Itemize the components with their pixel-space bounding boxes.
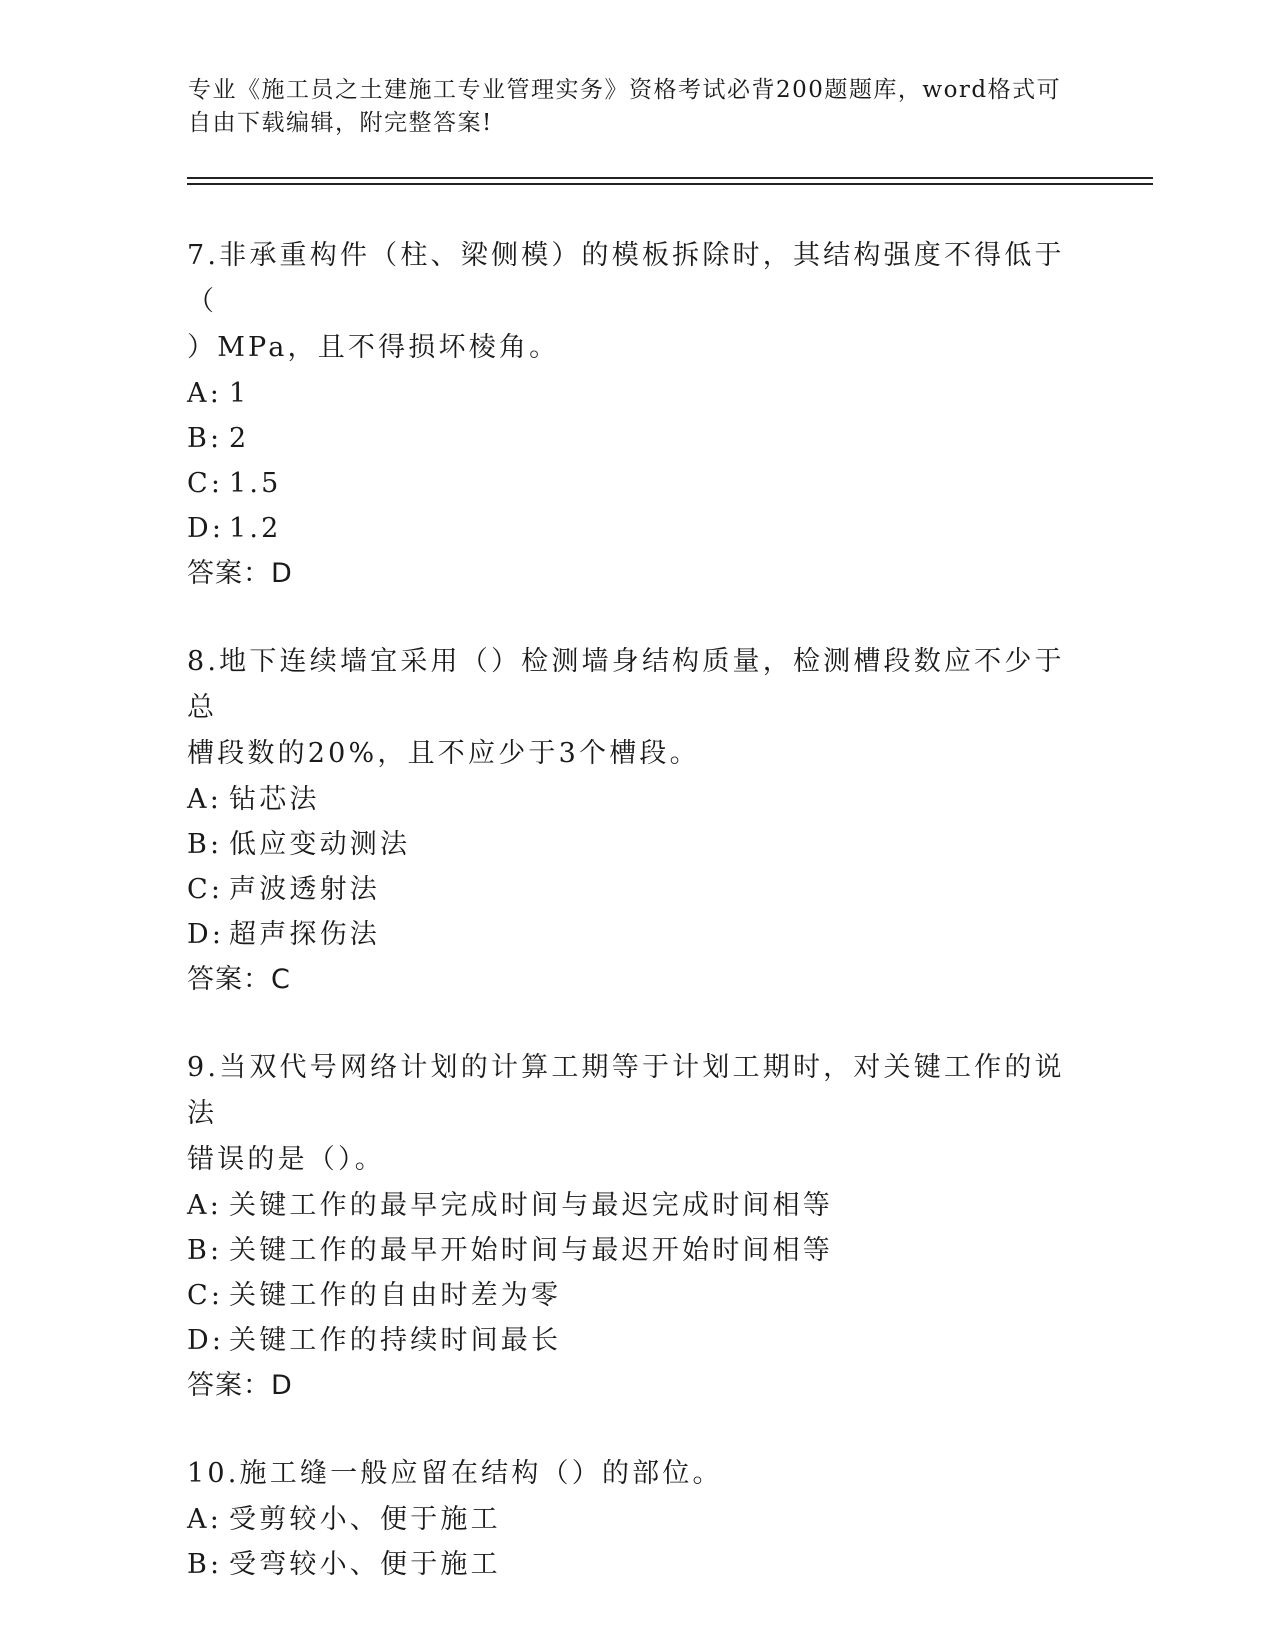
- question-line-1: 8.地下连续墙宜采用（）检测墙身结构质量，检测槽段数应不少于总: [187, 646, 1065, 723]
- option-d: [187, 506, 1087, 551]
- option-text: 受弯较小、便于施工: [229, 1549, 501, 1580]
- option-text: 1.5: [229, 468, 282, 499]
- option-key: D:: [187, 513, 225, 544]
- option-b: [187, 1542, 1087, 1587]
- option-key: A:: [187, 1504, 222, 1535]
- option-key: A:: [187, 1190, 222, 1221]
- option-text: 钻芯法: [229, 784, 320, 815]
- option-text: 声波透射法: [229, 874, 380, 905]
- header-divider-top: [187, 177, 1153, 179]
- question-line-2: ）MPa，且不得损坏棱角。: [187, 332, 560, 363]
- option-key: C:: [187, 874, 224, 905]
- option-d: [187, 1318, 1087, 1363]
- option-a: [187, 777, 1087, 822]
- question-line-2: 错误的是（）。: [187, 1144, 385, 1175]
- document-header: [188, 74, 1078, 140]
- option-b: [187, 822, 1087, 867]
- header-line-2: 自由下载编辑，附完整答案!: [188, 110, 493, 136]
- header-divider-bottom: [187, 183, 1153, 185]
- option-text: 1.2: [229, 513, 282, 544]
- question-7: [187, 233, 1087, 597]
- option-key: C:: [187, 1280, 224, 1311]
- answer-label: 答案：C: [187, 964, 291, 995]
- option-a: [187, 1497, 1087, 1542]
- question-text: [187, 233, 1087, 371]
- option-text: 关键工作的持续时间最长: [229, 1325, 562, 1356]
- option-text: 超声探伤法: [229, 919, 380, 950]
- question-line-1: 7.非承重构件（柱、梁侧模）的模板拆除时，其结构强度不得低于（: [187, 240, 1065, 317]
- question-line-1: 9.当双代号网络计划的计算工期等于计划工期时，对关键工作的说法: [187, 1052, 1065, 1129]
- question-text: [187, 1451, 1087, 1497]
- question-8: [187, 639, 1087, 1003]
- question-line-2: 槽段数的20%，且不应少于3个槽段。: [187, 738, 700, 769]
- option-a: [187, 1183, 1087, 1228]
- option-key: D:: [187, 919, 225, 950]
- question-10: [187, 1451, 1087, 1587]
- question-text: [187, 639, 1087, 777]
- question-9: [187, 1045, 1087, 1409]
- option-text: 1: [229, 378, 250, 409]
- answer-label: 答案：D: [187, 1370, 293, 1401]
- option-c: [187, 461, 1087, 506]
- option-text: 关键工作的最早完成时间与最迟完成时间相等: [229, 1190, 833, 1221]
- option-key: B:: [187, 1235, 223, 1266]
- option-key: B:: [187, 1549, 223, 1580]
- option-text: 受剪较小、便于施工: [229, 1504, 501, 1535]
- question-list: [187, 233, 1087, 1629]
- header-line-1: 专业《施工员之土建施工专业管理实务》资格考试必背200题题库，word格式可: [188, 77, 1062, 103]
- answer-label: 答案：D: [187, 558, 293, 589]
- option-text: 2: [229, 423, 250, 454]
- option-text: 低应变动测法: [229, 829, 411, 860]
- option-key: A:: [187, 784, 222, 815]
- option-key: D:: [187, 1325, 225, 1356]
- question-line-1: 10.施工缝一般应留在结构（）的部位。: [187, 1458, 723, 1489]
- option-b: [187, 1228, 1087, 1273]
- option-b: [187, 416, 1087, 461]
- question-text: [187, 1045, 1087, 1183]
- option-a: [187, 371, 1087, 416]
- option-c: [187, 1273, 1087, 1318]
- option-key: B:: [187, 829, 223, 860]
- option-text: 关键工作的最早开始时间与最迟开始时间相等: [229, 1235, 833, 1266]
- option-text: 关键工作的自由时差为零: [229, 1280, 562, 1311]
- option-key: B:: [187, 423, 223, 454]
- option-key: A:: [187, 378, 222, 409]
- option-d: [187, 912, 1087, 957]
- option-c: [187, 867, 1087, 912]
- option-key: C:: [187, 468, 224, 499]
